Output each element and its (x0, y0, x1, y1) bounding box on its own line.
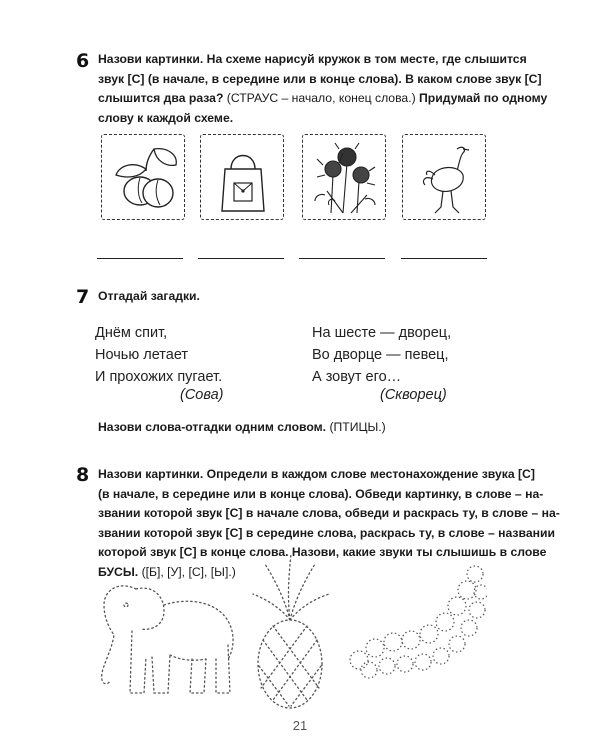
page-number: 21 (292, 718, 308, 733)
riddle-1-line-2: Ночью летает (95, 347, 189, 363)
riddle-2-answer: (Скворец) (380, 387, 447, 403)
task-6-text (98, 50, 558, 128)
bag-icon (201, 135, 285, 221)
riddle-2-line-3: А зовут его… (312, 369, 402, 385)
task-8-line-5: которой звук [С] в конце слова. Назови, какие звуки ты слышишь в слове (98, 545, 547, 559)
task-7-title: Отгадай загадки. (98, 289, 200, 303)
task-6-line-3: слышится два раза? (СТРАУС – начало, конец слова.) Придумай по одному (98, 91, 548, 105)
riddle-2 (312, 322, 451, 388)
riddle-1-line-1: Днём спит, (95, 325, 168, 341)
beads-icon[interactable] (345, 560, 487, 682)
bag-picture-frame[interactable] (200, 134, 284, 220)
flowers-picture-frame[interactable] (302, 134, 386, 220)
ostrich-picture-frame[interactable] (402, 134, 486, 220)
task-8-line-3: звании которой звук [С] в начале слова, обведи и раскрась ту, в слове – на- (98, 506, 560, 520)
ostrich-icon (403, 135, 487, 221)
task-8-number: 8 (76, 464, 90, 486)
task-7-note: Назови слова-отгадки одним словом. (ПТИЦЫ.) (98, 420, 386, 434)
riddle-2-line-2: Во дворце — певец, (312, 347, 449, 363)
pineapple-icon[interactable] (245, 550, 335, 712)
flowers-icon (303, 135, 387, 221)
riddle-2-line-1: На шесте — дворец, (312, 325, 452, 341)
answer-line-1[interactable] (97, 258, 183, 259)
answer-line-4[interactable] (401, 258, 487, 259)
plum-picture-frame[interactable] (101, 134, 185, 220)
task-7-number: 7 (76, 286, 90, 308)
task-6-line-1: Назови картинки. На схеме нарисуй кружок в том месте, где слышится (98, 52, 527, 66)
riddle-1-line-3: И прохожих пугает. (95, 369, 223, 385)
riddle-1 (95, 322, 222, 388)
task-8-line-6: БУСЫ. ([Б], [У], [С], [Ы].) (98, 564, 236, 579)
answer-line-2[interactable] (198, 258, 284, 259)
elephant-icon[interactable] (92, 575, 242, 707)
task-8-line-4: звании которой звук [С] в середине слова, раскрась ту, в слове – названии (98, 525, 555, 540)
task-8-line-1: Назови картинки. Определи в каждом слове местонахождение звука [С] (98, 467, 535, 481)
task-6-number: 6 (76, 50, 90, 72)
task-6-line-2: звук [С] (в начале, в середине или в конце слова). В каком слове звук [С] (98, 71, 542, 86)
task-8-line-2: (в начале, в середине или в конце слова). Обведи картинку, в слове – на- (98, 486, 544, 501)
riddle-1-answer: (Сова) (180, 387, 224, 403)
plum-icon (102, 135, 186, 221)
task-6-line-4: слову к каждой схеме. (98, 110, 234, 125)
answer-line-3[interactable] (299, 258, 385, 259)
